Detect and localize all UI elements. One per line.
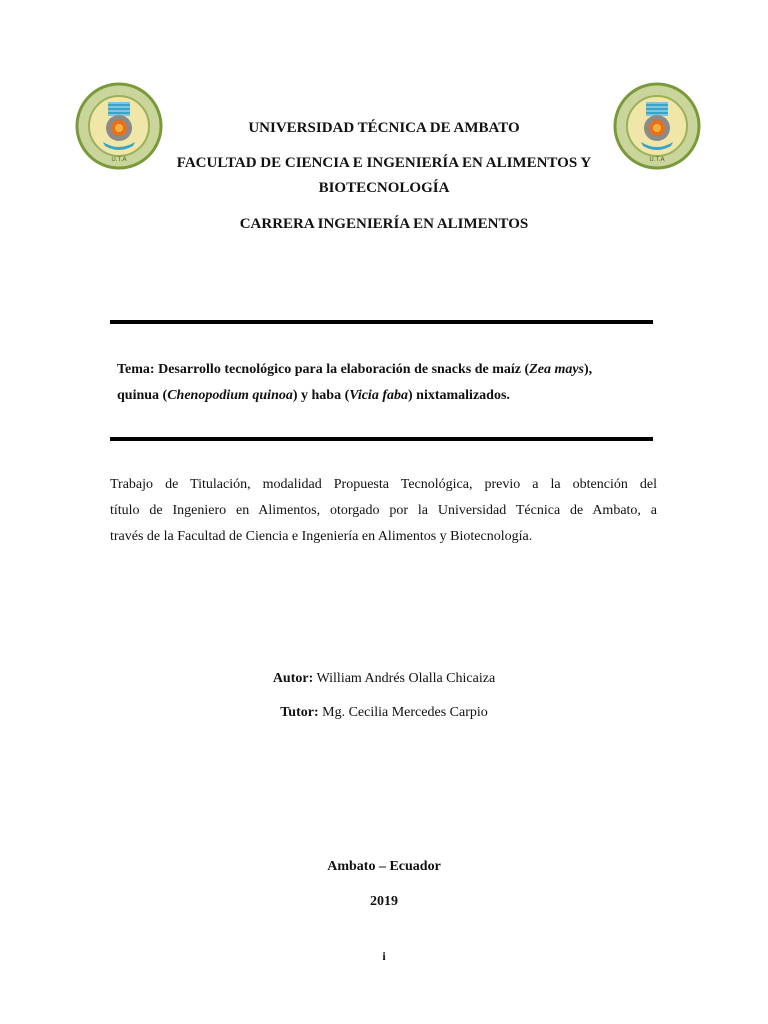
author-name: William Andrés Olalla Chicaiza [316, 671, 496, 686]
topic-text-1: Desarrollo tecnológico para la elaboración de snacks de maíz ( [158, 362, 530, 377]
svg-text:U.T.A: U.T.A [649, 156, 665, 163]
description-line3: través de la Facultad de Ciencia e Ingeniería en Alimentos y Biotecnología. [110, 529, 533, 544]
topic-species-1: Zea mays [529, 362, 585, 377]
faculty-name-line2: BIOTECNOLOGÍA [318, 180, 450, 196]
topic-text-4: ) y haba ( [292, 388, 350, 403]
topic-species-3: Vicia faba [349, 388, 408, 403]
top-divider [110, 320, 653, 324]
topic-text-3: quinua ( [117, 388, 168, 403]
topic-line1 [117, 357, 657, 383]
career-name: CARRERA INGENIERÍA EN ALIMENTOS [239, 216, 529, 232]
svg-text:U.T.A: U.T.A [111, 156, 127, 163]
topic-label: Tema: [117, 362, 155, 377]
author-line [0, 671, 768, 687]
topic-text-5: ) nixtamalizados. [408, 388, 510, 403]
topic-text-2: ), [584, 362, 593, 377]
page-number: i [382, 949, 386, 963]
topic [117, 357, 657, 409]
tutor-label: Tutor: [280, 705, 319, 720]
year: 2019 [370, 894, 398, 909]
place: Ambato – Ecuador [327, 859, 441, 874]
description-line1: Trabajo de Titulación, modalidad Propuesta Tecnológica, previo a la obtención del [110, 477, 657, 492]
tutor-name: Mg. Cecilia Mercedes Carpio [322, 705, 488, 720]
faculty-name-line1: FACULTAD DE CIENCIA E INGENIERÍA EN ALIMENTOS Y [176, 155, 592, 171]
topic-line2 [117, 383, 657, 409]
description-line2: título de Ingeniero en Alimentos, otorgado por la Universidad Técnica de Ambato, a [110, 503, 657, 518]
degree-description [110, 472, 657, 550]
university-name: UNIVERSIDAD TÉCNICA DE AMBATO [248, 120, 520, 136]
topic-species-2: Chenopodium quinoa [167, 388, 293, 403]
bottom-divider [110, 437, 653, 441]
tutor-line [0, 705, 768, 721]
author-label: Autor: [272, 671, 314, 686]
